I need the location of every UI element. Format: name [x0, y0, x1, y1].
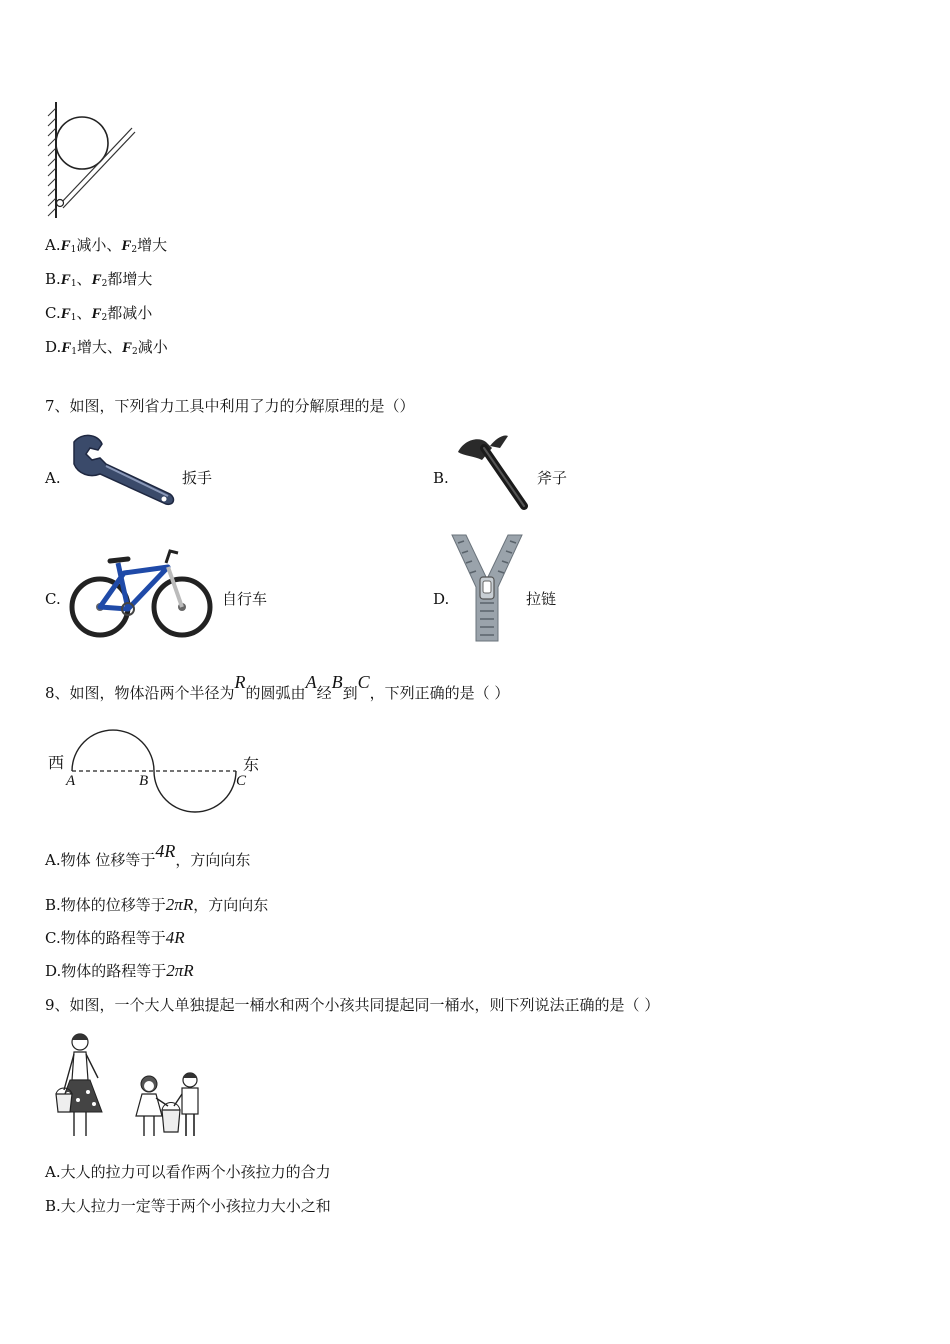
- q8-option-d: D.物体的路程等于2πR: [45, 961, 194, 980]
- q7-option-b-label: 斧子: [537, 469, 568, 487]
- axe-icon: [450, 430, 530, 514]
- q7-option-d-label: 拉链: [526, 590, 557, 608]
- q7-option-a-letter: A.: [45, 469, 61, 487]
- bicycle-icon: [68, 545, 213, 640]
- wrench-icon: [64, 430, 179, 512]
- q7-option-b-letter: B.: [433, 469, 449, 487]
- fig-point-c: C: [236, 773, 247, 789]
- q6-option-d: $D.F_1$增大、$F_2$减小: [45, 338, 168, 357]
- q7-option-d-letter: D.: [433, 590, 450, 608]
- q6-option-a: $A.F_1$减小、$F_2$增大: [45, 236, 168, 255]
- ball-wall-incline-figure: [44, 98, 139, 222]
- q8-option-a: A.物体 位移等于4R，方向向东: [45, 841, 251, 869]
- arc-path-figure: [44, 724, 264, 814]
- q7-question: 7、如图，下列省力工具中利用了力的分解原理的是（）: [45, 397, 415, 415]
- q6-option-c: $C.F_1$、$F_2$都减小: [45, 304, 153, 323]
- fig-point-a: A: [66, 773, 76, 789]
- adult-children-carrying-bucket-figure: [44, 1028, 209, 1148]
- q9-question: 9、如图，一个大人单独提起一桶水和两个小孩共同提起同一桶水，则下列说法正确的是（ ）: [45, 996, 660, 1014]
- q9-option-b: B.大人拉力一定等于两个小孩拉力大小之和: [45, 1197, 331, 1215]
- q8-option-b: B.物体的位移等于2πR，方向向东: [45, 895, 269, 914]
- q7-option-c-letter: C.: [45, 590, 61, 608]
- q8-option-c: C.物体的路程等于4R: [45, 928, 185, 947]
- fig-point-b: B: [139, 773, 149, 789]
- q9-option-a: A.大人的拉力可以看作两个小孩拉力的合力: [45, 1163, 331, 1181]
- q7-option-a-label: 扳手: [182, 469, 213, 487]
- q8-question: 8、如图，物体沿两个半径为R的圆弧由A经B到C，下列正确的是（ ）: [45, 672, 510, 702]
- zipper-icon: [450, 533, 525, 643]
- q6-option-b: $B.F_1$、$F_2$都增大: [45, 270, 153, 289]
- fig-west-label: 西: [48, 753, 65, 772]
- fig-east-label: 东: [243, 755, 260, 774]
- q7-option-c-label: 自行车: [222, 590, 268, 608]
